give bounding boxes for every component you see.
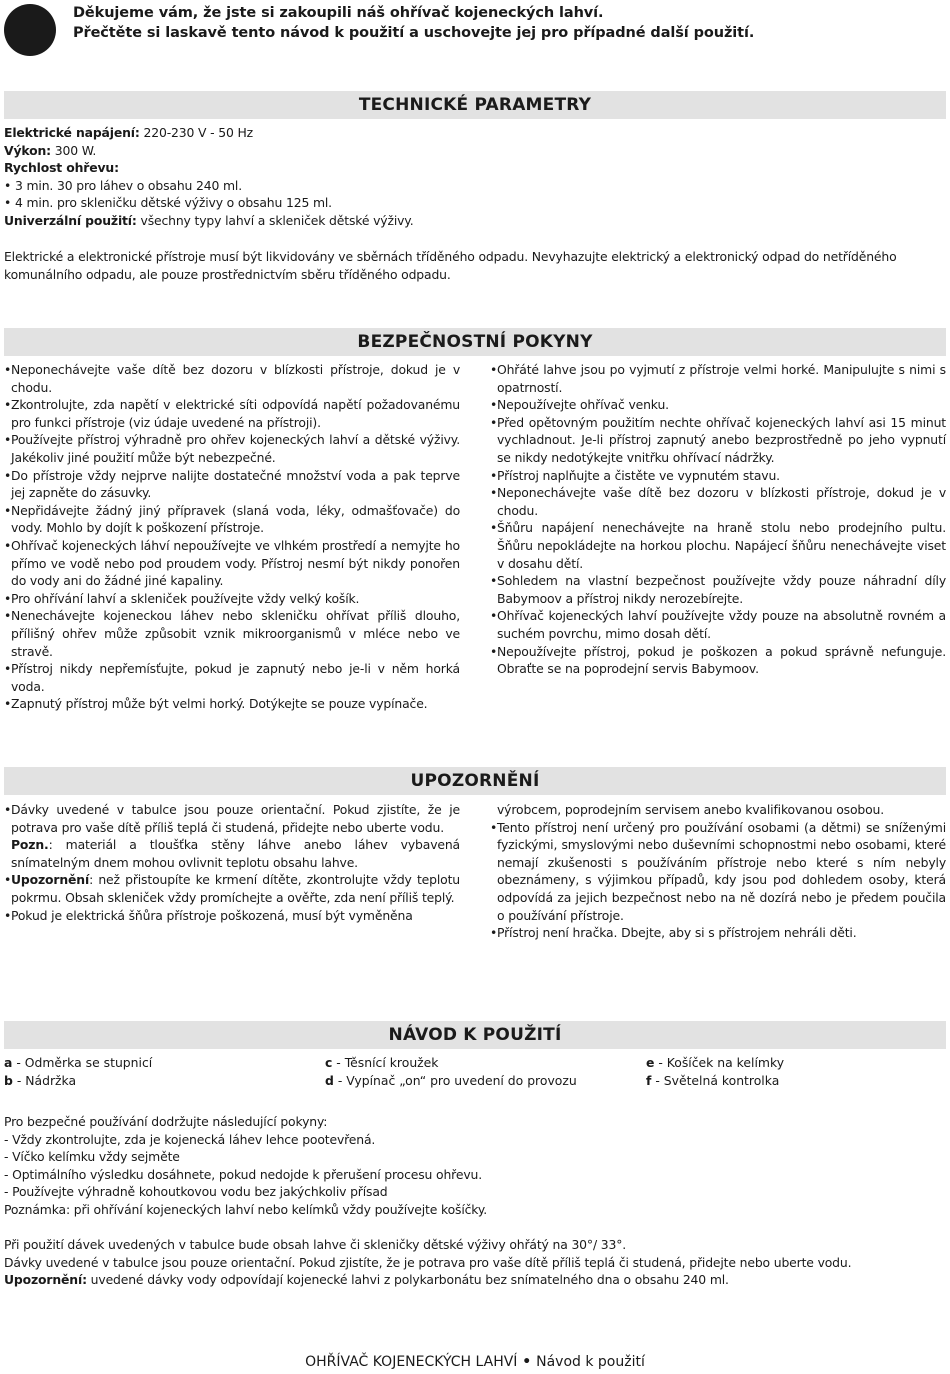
dose-notes: Při použití dávek uvedených v tabulce bude obsah lahve či skleničky dětské výživy ohřátý na 30°/ 33°. Dávky uvedené v tabulce jsou pouze orientační. Pokud zjistíte, že je potrava pro vaše dítě příliš teplá či studená, přidejte nebo uberte vodu. Upozornění: uvedené dávky vody odpovídají kojenecké lahvi z polykarbonátu bez snímatelného dna o obsahu 240 ml.	[4, 1237, 852, 1288]
safety-right-column	[490, 361, 946, 678]
speed-item: • 3 min. 30 pro láhev o obsahu 240 ml.	[4, 177, 243, 193]
intro-line-2: Přečtěte si laskavě tento návod k použití a uschovejte jej pro případné další použití.	[73, 25, 755, 41]
intro-line-1: Děkujeme vám, že jste si zakoupili náš ohřívač kojeneckých lahví.	[73, 5, 604, 21]
part-a: a - Odměrka se stupnicí	[4, 1055, 153, 1070]
safety-item: • Ohřívač kojeneckých láhví nepoužívejte ve vlhkém prostředí a nemyjte ho přímo ve vodě nebo pod proudem vody. Přístroj nesmí být nikdy ponořen do vody ani do žádné jiné kapaliny.	[4, 537, 460, 590]
output-label: Výkon:	[4, 142, 51, 158]
safety-left-column	[4, 361, 460, 713]
power-label: Elektrické napájení:	[4, 125, 140, 140]
power-value: 220-230 V - 50 Hz	[139, 125, 254, 140]
usage-instructions: Pro bezpečné používání dodržujte následující pokyny: - Vždy zkontrolujte, zda je kojenecká láhev lehce pootevřená. - Víčko kelímku vždy sejměte - Optimálního výsledku dosáhnete, pokud nedojde k přerušení procesu ohřevu. - Používejte výhradně kohoutkovou vodu bez jakýchkoliv přísad Poznámka: při ohřívání kojeneckých lahví nebo kelímků vždy používejte košíčky.	[4, 1114, 488, 1217]
part-d: d - Vypínač „on“ pro uvedení do provozu	[325, 1072, 577, 1088]
safety-item: • Nenechávejte kojeneckou láhev nebo skleničku ohřívat příliš dlouho, přílišný ohřev může způsobit vznik mikroorganismů v mléce nebo ve stravě.	[4, 607, 460, 660]
warning-left-column	[4, 801, 460, 924]
part-b: b - Nádržka	[4, 1072, 77, 1088]
dose-warning-label: Upozornění:	[4, 1272, 87, 1288]
warning-item: • Upozornění: než přistoupíte ke krmení dítěte, zkontrolujte vždy teplotu pokrmu. Obsah skleniček vždy promíchejte a ověřte, zda není příliš teplý.	[4, 871, 460, 906]
safety-item: • Do přístroje vždy nejprve nalijte dostatečné množství voda a pak teprve jej zapněte do zásuvky.	[4, 467, 460, 502]
parts-column-1	[4, 1054, 152, 1089]
dose-warning-text: uvedené dávky vody odpovídají kojenecké lahvi z polykarbonátu bez snímatelného dna o obsahu 240 ml.	[86, 1272, 729, 1288]
speed-label: Rychlost ohřevu:	[4, 160, 119, 176]
disposal-text: Elektrické a elektronické přístroje musí být likvidovány ve sběrnách tříděného odpadu. Nevyhazujte elektrický a elektronický odpad do netříděného komunálního odpadu, ale pouze prostřednictvím sběru tříděného odpadu.	[4, 249, 897, 282]
warning-item: • Dávky uvedené v tabulce jsou pouze orientační. Pokud zjistíte, že je potrava pro vaše dítě příliš teplá či studená, přidejte nebo uberte vodu.	[4, 801, 460, 836]
warning-item: • Tento přístroj není určený pro používání osobami (a dětmi) se sníženými fyzickými, smyslovými nebo duševními schopnostmi nebo osobami, které nemají zkušenosti s používáním přístroje nebo které s ním nebyly obeznámeny, s výjimkou případů, kdy jsou pod dohledem osoby, která odpovídá za jejich bezpečnost nebo na ně dozírá nebo je předem poučila o používání přístroje.	[490, 819, 946, 925]
safety-title: BEZPEČNOSTNÍ POKYNY	[357, 332, 593, 352]
safety-item: • Sohledem na vlastní bezpečnost používejte vždy pouze náhradní díly Babymoov a přístroj nikdy nerozebírejte.	[490, 572, 946, 607]
tech-specs	[4, 124, 946, 230]
safety-item: • Zkontrolujte, zda napětí v elektrické síti odpovídá napětí požadovanému pro funkci přístroje (viz údaje uvedené na přístroji).	[4, 396, 460, 431]
intro-text	[73, 3, 933, 43]
universal-value: všechny typy lahví a skleniček dětské výživy.	[136, 212, 414, 228]
safety-item: • Šňůru napájení nenechávejte na hraně stolu nebo prodejního pultu. Šňůru nepokládejte na horkou plochu. Napájecí šňůru nenechávejte viset v dosahu dětí.	[490, 519, 946, 572]
header-circle-mark	[4, 4, 56, 56]
safety-item: • Ohřáté lahve jsou po vyjmutí z přístroje velmi horké. Manipulujte s nimi s opatrností.	[490, 361, 946, 396]
universal-label: Univerzální použití:	[4, 212, 137, 228]
warning-item: • Pokud je elektrická šňůra přístroje poškozená, musí být vyměněna	[4, 907, 460, 925]
safety-item: • Přístroj naplňujte a čistěte ve vypnutém stavu.	[490, 467, 946, 485]
safety-item: • Nepoužívejte přístroj, pokud je poškozen a pokud správně nefunguje. Obraťte se na poprodejní servis Babymoov.	[490, 643, 946, 678]
safety-item: • Neponechávejte vaše dítě bez dozoru v blízkosti přístroje, dokud je v chodu.	[490, 484, 946, 519]
warning-right-column	[490, 801, 946, 942]
safety-item: • Nepřidávejte žádný jiný přípravek (slaná voda, léky, odmašťovače) do vody. Mohlo by dojít k poškození přístroje.	[4, 502, 460, 537]
warning-item-continued: výrobcem, poprodejním servisem anebo kvalifikovanou osobou.	[497, 802, 885, 817]
safety-item: • Ohřívač kojeneckých lahví používejte vždy pouze na absolutně rovném a suchém povrchu, mimo dosah dětí.	[490, 607, 946, 642]
output-value: 300 W.	[50, 142, 97, 158]
footer-doc: Návod k použití	[536, 1354, 645, 1370]
warning-item: • Přístroj není hračka. Dbejte, aby si s přístrojem nehráli děti.	[490, 924, 946, 942]
safety-item: • Před opětovným použitím nechte ohřívač kojeneckých lahví asi 15 minut vychladnout. Je-li přístroj zapnutý anebo bezprostředně po jeho vypnutí se nikdy nedotýkejte vnitřku ohřívací nádržky.	[490, 414, 946, 467]
parts-column-3	[646, 1054, 784, 1089]
safety-item: • Neponechávejte vaše dítě bez dozoru v blízkosti přístroje, dokud je v chodu.	[4, 361, 460, 396]
safety-item: • Pro ohřívání lahví a skleniček používejte vždy velký košík.	[4, 590, 460, 608]
safety-item: • Používejte přístroj výhradně pro ohřev kojeneckých lahví a dětské výživy. Jakékoliv jiné použití může být nebezpečné.	[4, 431, 460, 466]
safety-item: • Přístroj nikdy nepřemísťujte, pokud je zapnutý nebo je-li v něm horká voda.	[4, 660, 460, 695]
usage-title: NÁVOD K POUŽITÍ	[388, 1025, 562, 1045]
warning-note: Pozn.: materiál a tloušťka stěny láhve anebo láhev vybavená snímatelným dnem mohou ovlivnit teplotu obsahu lahve.	[11, 837, 460, 870]
footer-product: OHŘÍVAČ KOJENECKÝCH LAHVÍ	[305, 1354, 518, 1370]
tech-title: TECHNICKÉ PARAMETRY	[358, 95, 592, 115]
safety-item: • Nepoužívejte ohřívač venku.	[490, 396, 946, 414]
footer-bullet: •	[517, 1354, 537, 1370]
part-e: e - Košíček na kelímky	[646, 1055, 785, 1070]
page-footer	[0, 1352, 950, 1372]
part-c: c - Těsnící kroužek	[325, 1055, 439, 1070]
warning-title: UPOZORNĚNÍ	[410, 771, 540, 791]
speed-item: • 4 min. pro skleničku dětské výživy o obsahu 125 ml.	[4, 195, 332, 211]
part-f: f - Světelná kontrolka	[646, 1072, 780, 1088]
parts-column-2	[325, 1054, 577, 1089]
safety-item: • Zapnutý přístroj může být velmi horký. Dotýkejte se pouze vypínače.	[4, 695, 460, 713]
